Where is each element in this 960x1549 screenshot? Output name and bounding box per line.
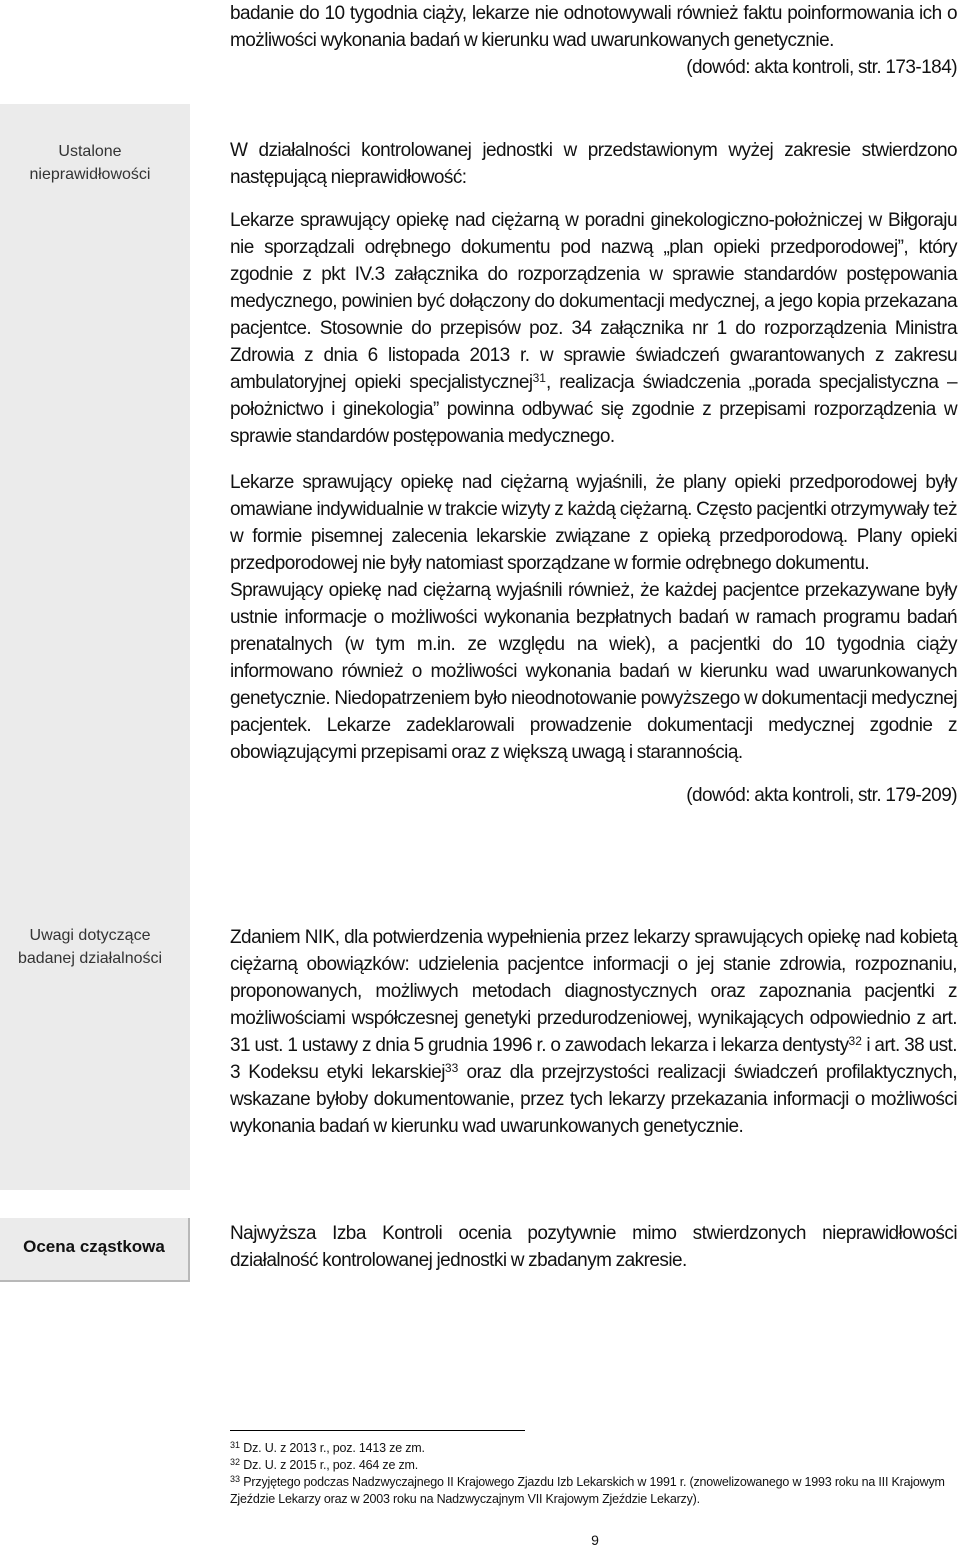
page-number: 9 xyxy=(591,1532,599,1548)
sidebar-label-ocena: Ocena cząstkowa xyxy=(23,1237,165,1256)
ustalone-paragraph-3: Sprawujący opiekę nad ciężarną wyjaśnili również, że każdej pacjentce przekazywane były ustnie informacje o możliwości wykonania bezpłatnych badań w ramach programu badań prenatalnych (w tym m.in. ze względu na wiek), a pacjentki do 10 tygodnia ciąży informowano również o możliwości wykonania badań w kierunku wad uwarunkowanych genetycznie. Niedopatrzeniem było nieodnotowanie powyższego w dokumentacji medycznej pacjentek. Lekarze zadeklarowali prowadzenie dokumentacji medycznej zgodnie z obowiązującymi przepisami oraz z większą uwagą i starannością. xyxy=(230,580,957,763)
footnotes xyxy=(230,1440,958,1508)
top-section xyxy=(230,0,957,81)
ustalone-paragraph-2: Lekarze sprawujący opiekę nad ciężarną wyjaśnili, że plany opieki przedporodowej były omawiane indywidualnie w trakcie wizyty z każdą ciężarną. Często pacjentki otrzymywały też w formie pisemnej zalecenia lekarskie związane z opieką przedporodową. Plany opieki przedporodowej nie były natomiast sporządzane w formie odrębnego dokumentu. xyxy=(230,472,957,574)
footnote-ref-32: 32 xyxy=(848,1034,862,1048)
top-paragraph: badanie do 10 tygodnia ciąży, lekarze nie odnotowywali również faktu poinformowania ich o możliwości wykonania badań w kierunku wad uwarunkowanych genetycznie. xyxy=(230,3,957,51)
uwagi-section xyxy=(230,924,957,1140)
sidebar-panel-ocena xyxy=(0,1218,190,1282)
uwagi-paragraph: Zdaniem NIK, dla potwierdzenia wypełnienia przez lekarzy sprawujących opiekę nad kobietą ciężarną obowiązków: udzielenia pacjentce informacji o jej stanie zdrowia, rozpoznaniu, proponowanych, możliwych metodach diagnostycznych oraz zapoznania pacjentki z możliwościami współczesnej genetyki przedurodzeniowej, wynikających odpowiednio z art. 31 ust. 1 ustawy z dnia 5 grudnia 1996 r. o zawodach lekarza i lekarza dentysty$^{32}$ i art. 38 ust. 3 Kodeksu etyki lekarskiej$^{33}$ oraz dla przejrzystości realizacji świadczeń profilaktycznych, wskazane byłoby dokumentowanie, przez tych lekarzy przekazania informacji o możliwości wykonania badań w kierunku wad uwarunkowanych genetycznie. xyxy=(230,927,957,1137)
sidebar-label-uwagi: Uwagi dotyczące badanej działalności xyxy=(17,927,163,967)
footnote-ref-33: 33 xyxy=(444,1061,459,1075)
footnote-divider xyxy=(230,1430,525,1431)
footnote-33: $^{33}$ Przyjętego podczas Nadzwyczajnego II Krajowego Zjazdu Izb Lekarskich w 1991 r. (znowelizowanego w 1993 roku na III Krajowym Zjeździe Lekarzy oraz w 2003 roku na Nadzwyczajnym VII Krajowym Zjeździe Lekarzy). xyxy=(230,1474,945,1506)
footnote-ref-31: 31 xyxy=(532,371,546,385)
evidence-citation: (dowód: akta kontroli, str. 179-209) xyxy=(686,785,957,806)
footnote-32: $^{32}$ Dz. U. z 2015 r., poz. 464 ze zm. xyxy=(230,1457,419,1472)
sidebar-panel xyxy=(0,104,190,1190)
ocena-paragraph: Najwyższa Izba Kontroli ocenia pozytywnie mimo stwierdzonych nieprawidłowości działalność kontrolowanej jednostki w zbadanym zakresie. xyxy=(230,1223,957,1271)
footnote-31: $^{31}$ Dz. U. z 2013 r., poz. 1413 ze zm. xyxy=(230,1440,425,1455)
ustalone-intro: W działalności kontrolowanej jednostki w przedstawionym wyżej zakresie stwierdzono następującą nieprawidłowość: xyxy=(230,140,957,188)
ustalone-section xyxy=(230,137,957,809)
evidence-citation: (dowód: akta kontroli, str. 173-184) xyxy=(686,57,957,78)
ocena-section xyxy=(230,1220,957,1274)
ustalone-paragraph-1: Lekarze sprawujący opiekę nad ciężarną w poradni ginekologiczno-położniczej w Biłgoraju nie sporządzali odrębnego dokumentu pod nazwą „plan opieki przedporodowej”, który zgodnie z pkt IV.3 załącznika do rozporządzenia w sprawie standardów postępowania medycznego, powinien być dołączony do dokumentacji medycznej, a jego kopia przekazana pacjentce. Stosownie do przepisów poz. 34 załącznika nr 1 do rozporządzenia Ministra Zdrowia z dnia 6 listopada 2013 r. w sprawie świadczeń gwarantowanych z zakresu ambulatoryjnej opieki specjalistycznej$^{31}$, realizacja świadczenia „porada specjalistyczna – położnictwo i ginekologia” powinna odbywać się zgodnie z przepisami rozporządzenia w sprawie standardów postępowania medycznego. xyxy=(230,210,958,447)
sidebar-label-ustalone: Ustalone nieprawidłowości xyxy=(29,143,151,183)
